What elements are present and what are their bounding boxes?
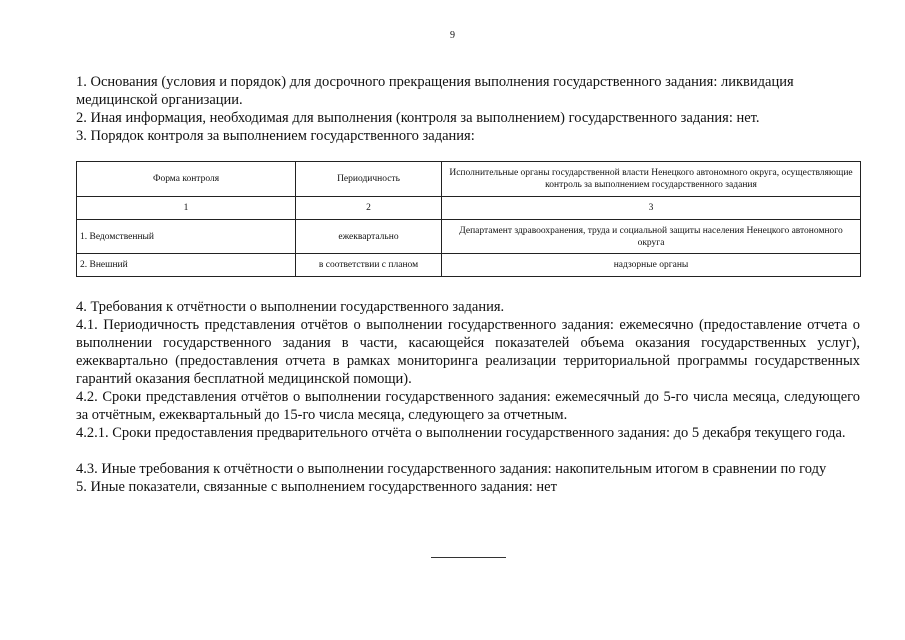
paragraph-4-3-other-requirements: 4.3. Иные требования к отчётности о выполнении государственного задания: накопительным итогом в сравнении по году <box>76 461 827 477</box>
paragraph-4-2-reporting-deadlines: 4.2. Сроки представления отчётов о выполнении государственного задания: ежемесячный до 5-го числа месяца, следующего за отчётным, ежеквартальный до 15-го числа месяца, следующего за отчетным. <box>76 389 860 423</box>
cell-control-form: 1. Ведомственный <box>77 220 296 254</box>
control-table-header-row <box>77 162 861 197</box>
header-control-form: Форма контроля <box>77 162 296 197</box>
cell-control-form: 2. Внешний <box>77 254 296 277</box>
cell-periodicity: в соответствии с планом <box>296 254 442 277</box>
page-number: 9 <box>450 30 455 41</box>
header-periodicity: Периодичность <box>296 162 442 197</box>
end-divider <box>431 557 506 558</box>
control-table-number-row <box>77 197 861 220</box>
column-number: 1 <box>77 197 296 220</box>
cell-periodicity: ежеквартально <box>296 220 442 254</box>
paragraph-4-2-1-preliminary-report: 4.2.1. Сроки предоставления предварительного отчёта о выполнении государственного задания: до 5 декабря текущего года. <box>76 425 846 441</box>
column-number: 2 <box>296 197 442 220</box>
paragraph-5-other-indicators: 5. Иные показатели, связанные с выполнением государственного задания: нет <box>76 479 557 495</box>
paragraph-4-reporting-requirements: 4. Требования к отчётности о выполнении государственного задания. <box>76 299 505 315</box>
column-number: 3 <box>442 197 861 220</box>
cell-executive-body: Департамент здравоохранения, труда и социальной защиты населения Ненецкого автономного округа <box>442 220 861 254</box>
control-table <box>76 161 861 277</box>
cell-executive-body: надзорные органы <box>442 254 861 277</box>
paragraph-4-1-reporting-frequency: 4.1. Периодичность представления отчётов о выполнении государственного задания: ежемесячно (предоставление отчета о выполнении государственного задания в части, касающейся показателей объема оказания государственных услуг), ежеквартально (предоставления отчета в рамках мониторинга реализации территориальной программы государственных гарантий оказания бесплатной медицинской помощи). <box>76 317 860 387</box>
paragraph-2-other-info: 2. Иная информация, необходимая для выполнения (контроля за выполнением) государственного задания: нет. <box>76 110 760 126</box>
paragraph-3-control-procedure: 3. Порядок контроля за выполнением государственного задания: <box>76 128 475 144</box>
table-row <box>77 254 861 277</box>
paragraph-1-grounds: 1. Основания (условия и порядок) для досрочного прекращения выполнения государственного задания: ликвидация медицинской организации. <box>76 74 794 108</box>
table-row <box>77 220 861 254</box>
header-executive-bodies: Исполнительные органы государственной власти Ненецкого автономного округа, осуществляющие контроль за выполнением государственного задания <box>442 162 861 197</box>
